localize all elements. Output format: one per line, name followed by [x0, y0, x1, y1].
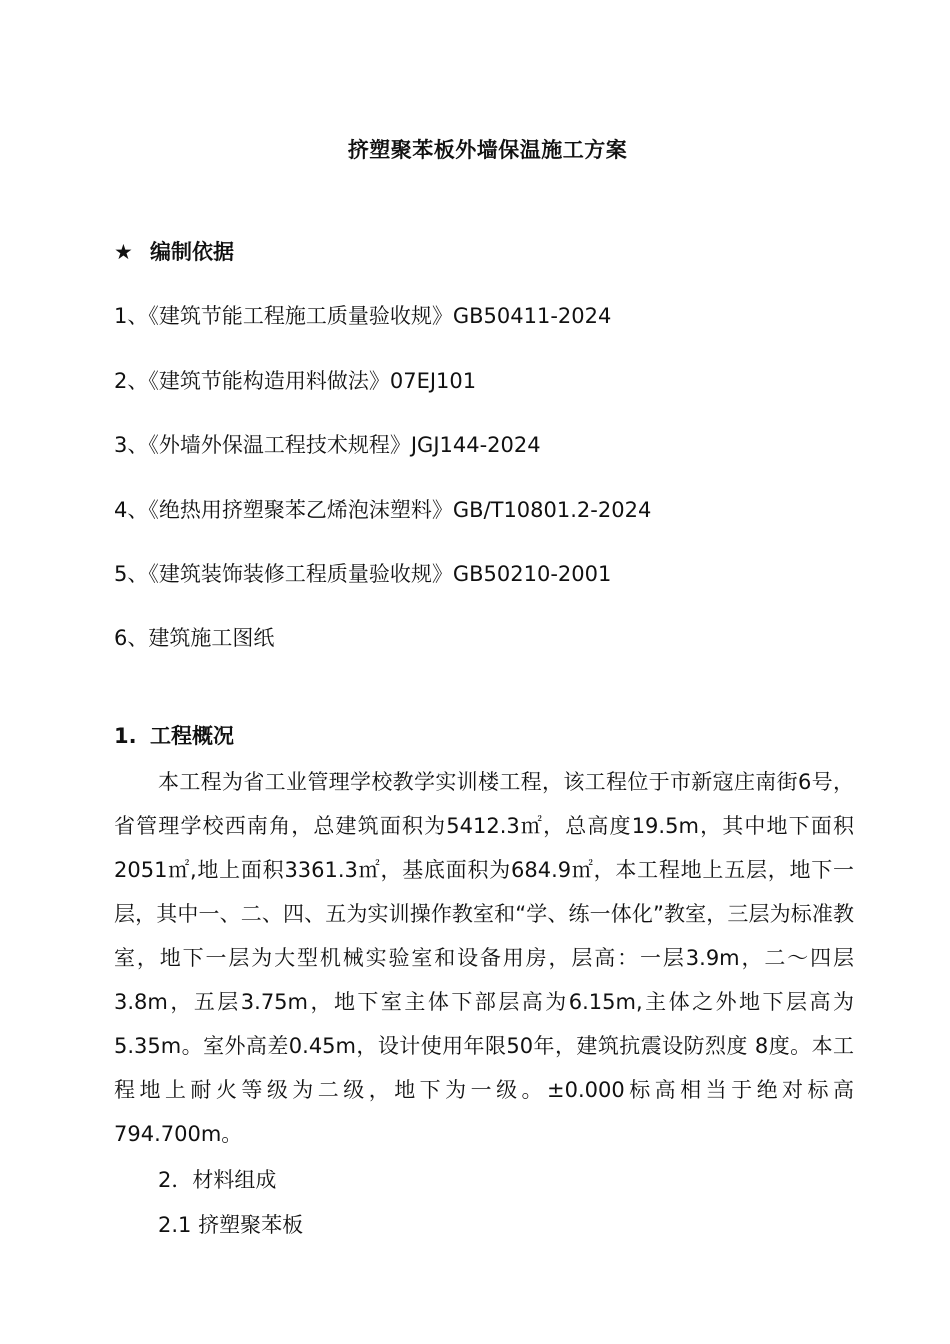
materials-subheading: 2.1 挤塑聚苯板 [158, 1213, 304, 1237]
overview-heading-text: 工程概况 [150, 724, 234, 748]
basis-item-2: 2、《建筑节能构造用料做法》07EJ101 [114, 369, 477, 393]
materials-heading: 2．材料组成 [158, 1168, 277, 1192]
basis-item-1: 1、《建筑节能工程施工质量验收规》GB50411-2024 [114, 304, 612, 328]
overview-paragraph: 本工程为省工业管理学校教学实训楼工程，该工程位于市新寇庄南街6号，省管理学校西南角，总建筑面积为5412.3㎡，总高度19.5m，其中地下面积2051㎡,地上面积3361.3㎡，基底面积为684.9㎡，本工程地上五层，地下一层，其中一、二、四、五为实训操作教室和“学、练一体化”教室，三层为标准教室，地下一层为大型机械实验室和设备用房，层高：一层3.9m，二～四层3.8m，五层3.75m，地下室主体下部层高为6.15m,主体之外地下层高为5.35m。室外高差0.45m，设计使用年限50年，建筑抗震设防烈度 8度。本工程地上耐火等级为二级，地下为一级。±0.000标高相当于绝对标高794.700m。 [114, 770, 854, 1146]
star-icon: ★ [114, 240, 133, 264]
basis-item-4: 4、《绝热用挤塑聚苯乙烯泡沫塑料》GB/T10801.2-2024 [114, 498, 652, 522]
document-title: 挤塑聚苯板外墙保温施工方案 [347, 138, 628, 162]
overview-heading [114, 720, 234, 750]
basis-heading-text: 编制依据 [150, 240, 234, 264]
basis-heading [114, 236, 234, 266]
basis-item-5: 5、《建筑装饰装修工程质量验收规》GB50210-2001 [114, 562, 612, 586]
basis-item-3: 3、《外墙外保温工程技术规程》JGJ144-2024 [114, 433, 541, 457]
basis-item-6: 6、建筑施工图纸 [114, 626, 275, 650]
overview-number: 1. [114, 724, 137, 748]
